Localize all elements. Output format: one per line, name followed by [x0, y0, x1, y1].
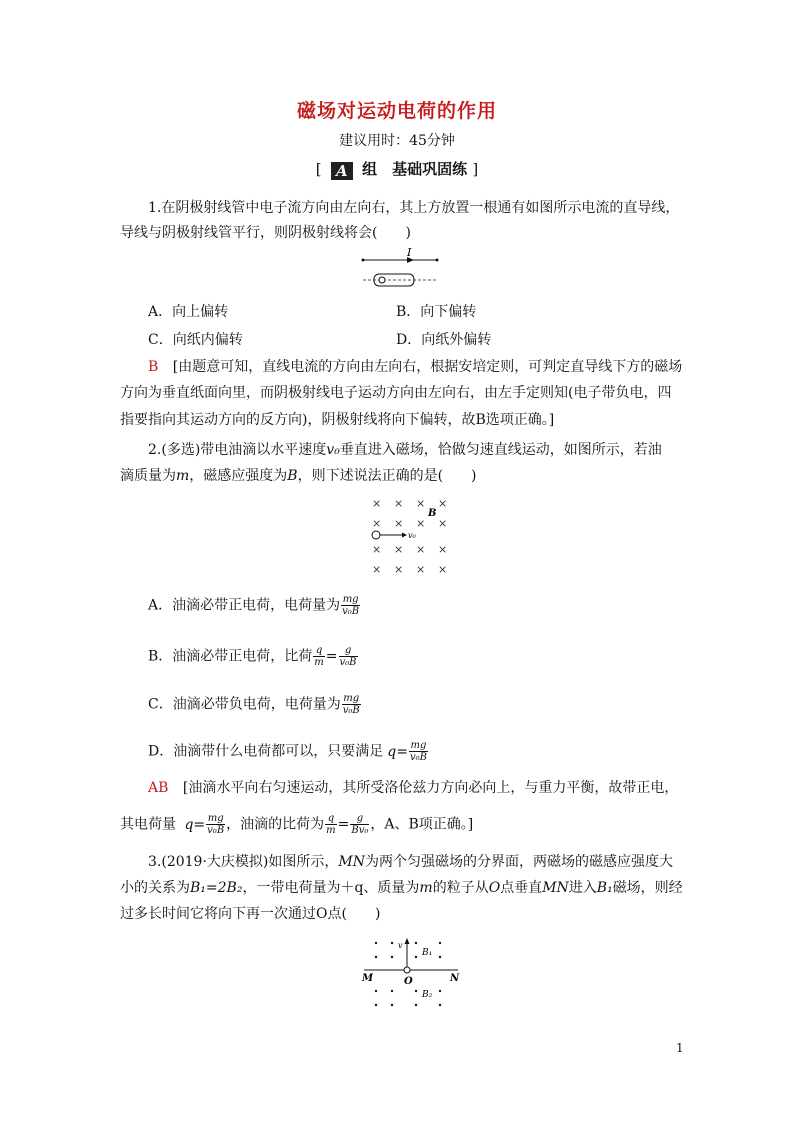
q1-stem-line1: 1.在阴极射线管中电子流方向由左向右，其上方放置一根通有如图所示电流的直导线， [148, 200, 680, 216]
q2-l1a: 2.(多选)带电油滴以水平速度 [148, 442, 327, 458]
cross-mark: × [372, 497, 382, 510]
cross-mark: × [372, 517, 382, 530]
q2-option-b: B．油滴必带正电荷，比荷 $\frac{q}{m}$ = $\frac{g}{\text{v₀B}}$ [148, 645, 357, 668]
fraction: $\frac{mg}{\text{v₀B}}$ [207, 813, 225, 836]
velocity-label: v [398, 941, 403, 950]
group-heading [0, 158, 794, 180]
q1-option-c: C．向纸内偏转 [148, 332, 243, 348]
label-o: O [404, 976, 413, 987]
q1-answer: B [148, 359, 159, 375]
q1-option-b: B．向下偏转 [396, 304, 477, 320]
fraction: $\frac{q}{m}$ [314, 645, 324, 668]
q3-stem-line1: 3.(2019·大庆模拟)如图所示，MN为两个匀强磁场的分界面，两磁场的磁感应强度大 [148, 854, 673, 870]
cross-mark: × [394, 543, 404, 556]
q2-option-a [148, 594, 361, 617]
q2-l2a: 滴质量为 [120, 468, 176, 484]
label-n: N [450, 973, 460, 984]
cross-mark: × [438, 543, 448, 556]
cross-mark: × [394, 563, 404, 576]
group-bracket-open: [ [315, 160, 322, 178]
label-m: M [362, 973, 374, 984]
group-bracket-close: ] [472, 160, 479, 178]
q2-explanation-line1 [148, 778, 678, 798]
field-label-b1: B₁ [422, 948, 433, 958]
cross-mark: × [372, 563, 382, 576]
suggested-time: 建议用时：45分钟 [339, 133, 455, 149]
q2-option-d: D．油滴带什么电荷都可以，只要满足 q= $\frac{mg}{\text{v₀B}}$ [148, 740, 427, 763]
current-label: I [407, 248, 412, 259]
cross-mark: × [416, 563, 426, 576]
q2-explanation-line2: 其电荷量 q= $\frac{mg}{\text{v₀B}}$ ，油滴的比荷为 $\frac{q}{m}$ = $\frac{g}{\text{Bv₀}}$ ，A、B项正确。] [120, 813, 474, 836]
cross-mark: × [372, 543, 382, 556]
q2-exp1-text: [油滴水平向右匀速运动，其所受洛伦兹力方向必向上，与重力平衡，故带正电， [182, 780, 679, 796]
q1-explanation-line3: 指要指向其运动方向的反方向)，阴极射线将向下偏转，故B选项正确。] [120, 412, 555, 428]
q3-stem-line2: 小的关系为B₁=2B₂，一带电荷量为＋q、质量为m的粒子从O点垂直MN进入B₁磁场，则经 [120, 880, 683, 896]
q1-stem-line2: 导线与阴极射线管平行，则阴极射线将会( ) [120, 225, 411, 241]
group-a-badge: A [331, 162, 353, 180]
velocity-arrowhead [405, 938, 410, 944]
velocity-label: v₀ [408, 531, 416, 540]
q1-option-d: D．向纸外偏转 [396, 332, 492, 348]
field-label-B: B [428, 508, 437, 519]
q2-answer: AB [148, 780, 169, 796]
field-label-b2: B₂ [422, 990, 433, 1000]
q2-figure [362, 493, 462, 577]
q2-stem-line1 [148, 440, 662, 460]
q1-explanation-line2: 方向为垂直纸面向里，而阴极射线电子运动方向由左向右，由左手定则知(电子带负电，四 [120, 385, 672, 401]
q2-stem-line2 [120, 466, 477, 486]
cross-mark: × [438, 497, 448, 510]
point-o [404, 967, 410, 973]
page-title: 磁场对运动电荷的作用 [296, 100, 497, 122]
fraction: $\frac{mg}{\text{v₀B}}$ [342, 594, 360, 617]
q3-figure [358, 935, 468, 1011]
electron-gun [379, 277, 385, 283]
fraction: $\frac{mg}{\text{v₀B}}$ [342, 693, 360, 716]
fraction: $\frac{g}{\text{v₀B}}$ [339, 645, 357, 668]
q2-l1b: 垂直进入磁场，恰做匀速直线运动，如图所示，若油 [339, 442, 662, 458]
group-label: 组 基础巩固练 [362, 160, 468, 178]
q2-optA-text: A．油滴必带正电荷，电荷量为 [148, 597, 341, 614]
q1-explanation-line1 [148, 357, 682, 377]
wire-end-left [362, 259, 365, 262]
cross-mark: × [438, 517, 448, 530]
q2-l2c: ，则下述说法正确的是( ) [297, 468, 477, 484]
cross-mark: × [438, 563, 448, 576]
q1-figure [360, 248, 440, 290]
q2-B: B [287, 468, 298, 484]
q2-l2b: ，磁感应强度为 [189, 468, 288, 484]
wire-end-right [436, 259, 439, 262]
q3-stem-line3: 过多长时间它将向下再一次通过O点( ) [120, 906, 381, 922]
q2-optB-text: B．油滴必带正电荷，比荷 [148, 648, 313, 665]
fraction: $\frac{mg}{\text{v₀B}}$ [409, 740, 427, 763]
cross-mark: × [394, 517, 404, 530]
q2-v0: v₀ [326, 442, 340, 458]
fraction: $\frac{g}{\text{Bv₀}}$ [351, 813, 369, 836]
q1-option-a: A．向上偏转 [148, 304, 229, 320]
cross-mark: × [416, 517, 426, 530]
q2-option-c [148, 693, 362, 716]
page-number: 1 [676, 1041, 684, 1055]
cross-mark: × [416, 543, 426, 556]
q2-optC-text: C．油滴必带负电荷，电荷量为 [148, 696, 341, 713]
velocity-arrowhead [402, 533, 407, 538]
q2-optD-text: D．油滴带什么电荷都可以，只要满足 [148, 743, 384, 760]
oil-drop [372, 531, 380, 539]
q1-exp1-text: [由题意可知，直线电流的方向由左向右，根据安培定则，可判定直导线下方的磁场 [172, 359, 683, 375]
cross-mark: × [394, 497, 404, 510]
cross-mark: × [416, 497, 426, 510]
q2-m: m [176, 468, 190, 484]
fraction: $\frac{q}{m}$ [326, 813, 336, 836]
